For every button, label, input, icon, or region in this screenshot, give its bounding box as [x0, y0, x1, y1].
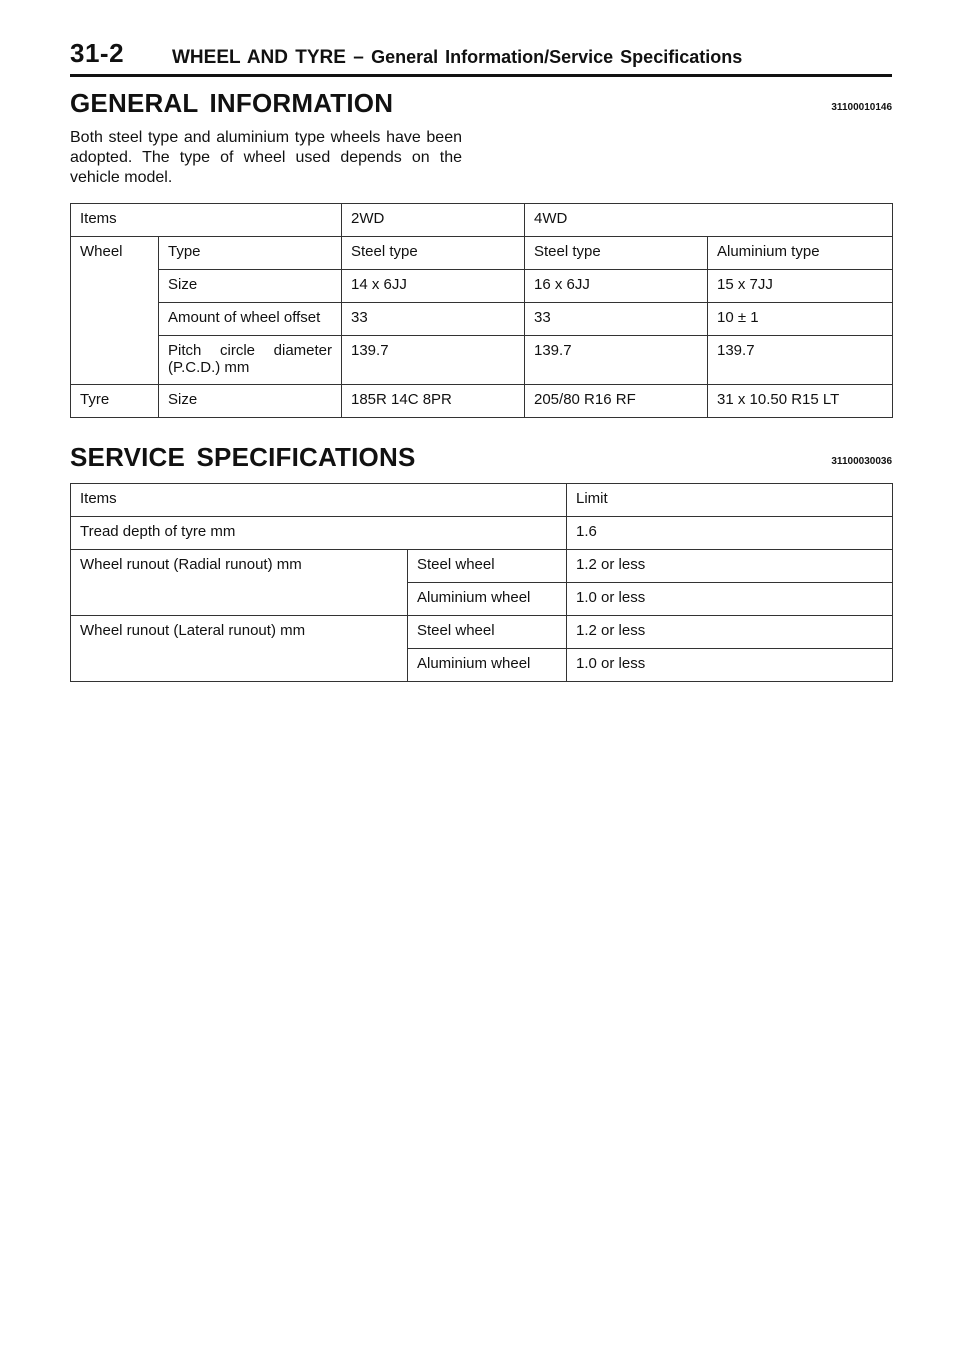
table-cell: 139.7 [525, 336, 708, 385]
table-cell: Aluminium wheel [408, 649, 567, 682]
table-cell: 1.2 or less [567, 616, 893, 649]
header-title-dash: – [353, 47, 364, 68]
table-row [71, 303, 893, 336]
table-cell: 1.0 or less [567, 649, 893, 682]
wheel-tyre-table [70, 203, 893, 418]
table-row [71, 616, 893, 649]
table-cell: Steel type [342, 237, 525, 270]
pcd-label-line1: Pitch circle diameter [168, 342, 332, 359]
wheel-label: Wheel [71, 237, 159, 385]
header-4wd: 4WD [525, 204, 893, 237]
service-specifications-table [70, 483, 893, 682]
pcd-label-line2: (P.C.D.) mm [168, 359, 250, 376]
table-row [71, 336, 893, 385]
header-subtitle: General Information/Service Specifications [371, 47, 743, 67]
table-cell: Aluminium type [708, 237, 893, 270]
table-cell: Steel type [525, 237, 708, 270]
table-cell: 1.2 or less [567, 550, 893, 583]
general-information-code: 31100010146 [831, 102, 892, 113]
table-cell: Steel wheel [408, 616, 567, 649]
service-specifications-heading: SERVICE SPECIFICATIONS [70, 442, 416, 472]
table-row [71, 517, 893, 550]
general-information-intro: Both steel type and aluminium type wheels have been adopted. The type of wheel used depends on the vehicle model. [70, 129, 462, 186]
table-cell: 139.7 [342, 336, 525, 385]
table-header-row [71, 204, 893, 237]
table-cell: 1.0 or less [567, 583, 893, 616]
header-2wd: 2WD [342, 204, 525, 237]
table-cell: 33 [342, 303, 525, 336]
header-items: Items [71, 484, 567, 517]
service-specifications-code: 31100030036 [831, 456, 892, 467]
table-cell: 31 x 10.50 R15 LT [708, 385, 893, 418]
table-cell: Wheel runout (Radial runout) mm [71, 550, 408, 616]
table-cell: 10 ± 1 [708, 303, 893, 336]
table-cell: 14 x 6JJ [342, 270, 525, 303]
general-information-heading: GENERAL INFORMATION [70, 88, 394, 118]
table-cell: Steel wheel [408, 550, 567, 583]
table-cell: Wheel runout (Lateral runout) mm [71, 616, 408, 682]
table-header-row [71, 484, 893, 517]
header-title-main: WHEEL AND TYRE [172, 47, 346, 68]
table-cell: 205/80 R16 RF [525, 385, 708, 418]
table-cell: Type [159, 237, 342, 270]
table-row [71, 270, 893, 303]
tyre-label: Tyre [71, 385, 159, 418]
header-limit: Limit [567, 484, 893, 517]
table-cell: 185R 14C 8PR [342, 385, 525, 418]
table-cell: Tread depth of tyre mm [71, 517, 567, 550]
table-cell: Size [159, 385, 342, 418]
table-cell: 1.6 [567, 517, 893, 550]
table-cell: 15 x 7JJ [708, 270, 893, 303]
table-cell: Size [159, 270, 342, 303]
header-items: Items [71, 204, 342, 237]
table-row [71, 385, 893, 418]
page-number: 31-2 [70, 38, 125, 68]
header-title [172, 47, 742, 69]
table-cell: 139.7 [708, 336, 893, 385]
table-cell: Aluminium wheel [408, 583, 567, 616]
table-cell: 33 [525, 303, 708, 336]
table-cell: Amount of wheel offset [159, 303, 342, 336]
table-cell: 16 x 6JJ [525, 270, 708, 303]
page-header [70, 40, 892, 77]
table-cell [159, 336, 342, 385]
table-row [71, 550, 893, 583]
table-row [71, 237, 893, 270]
